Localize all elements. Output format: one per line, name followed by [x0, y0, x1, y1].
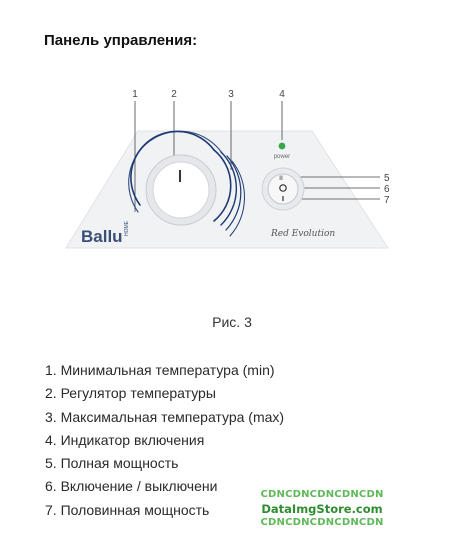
watermark-line-1: CDNCDNCDNCDNCDN: [260, 489, 384, 500]
power-indicator-light: [279, 143, 286, 150]
watermark-line-2: DataImgStore.com: [261, 502, 383, 516]
legend-item: 1. Минимальная температура (min): [45, 362, 275, 378]
figure-caption: Рис. 3: [212, 314, 252, 330]
power-label: power: [273, 154, 291, 160]
watermark-line-3: CDNCDNCDNCDNCDN: [260, 517, 384, 528]
model-name: Red Evolution: [271, 229, 336, 239]
watermark: [254, 488, 390, 530]
legend-item: 7. Половинная мощность: [45, 501, 210, 518]
legend-item: 2. Регулятор температуры: [45, 385, 216, 402]
brand-sub: HOME: [124, 221, 130, 236]
callout-5: 5: [384, 173, 390, 184]
callout-6: 6: [384, 184, 390, 195]
callout-7: 7: [384, 195, 390, 206]
brand-logo: Ballu: [81, 227, 123, 246]
callout-4: 4: [279, 89, 285, 100]
legend-list: [45, 359, 284, 522]
legend-item: 6. Включение / выключени: [45, 478, 218, 495]
page-title: Панель управления:: [44, 32, 198, 49]
callout-1: 1: [132, 89, 138, 100]
legend-item: 3. Максимальная температура (max): [45, 408, 285, 425]
callout-3: 3: [228, 89, 234, 100]
legend-item: 5. Полная мощность: [45, 455, 179, 472]
legend-item: 4. Индикатор включения: [45, 431, 205, 448]
full-power-icon: II: [279, 174, 283, 182]
callout-2: 2: [171, 89, 177, 100]
